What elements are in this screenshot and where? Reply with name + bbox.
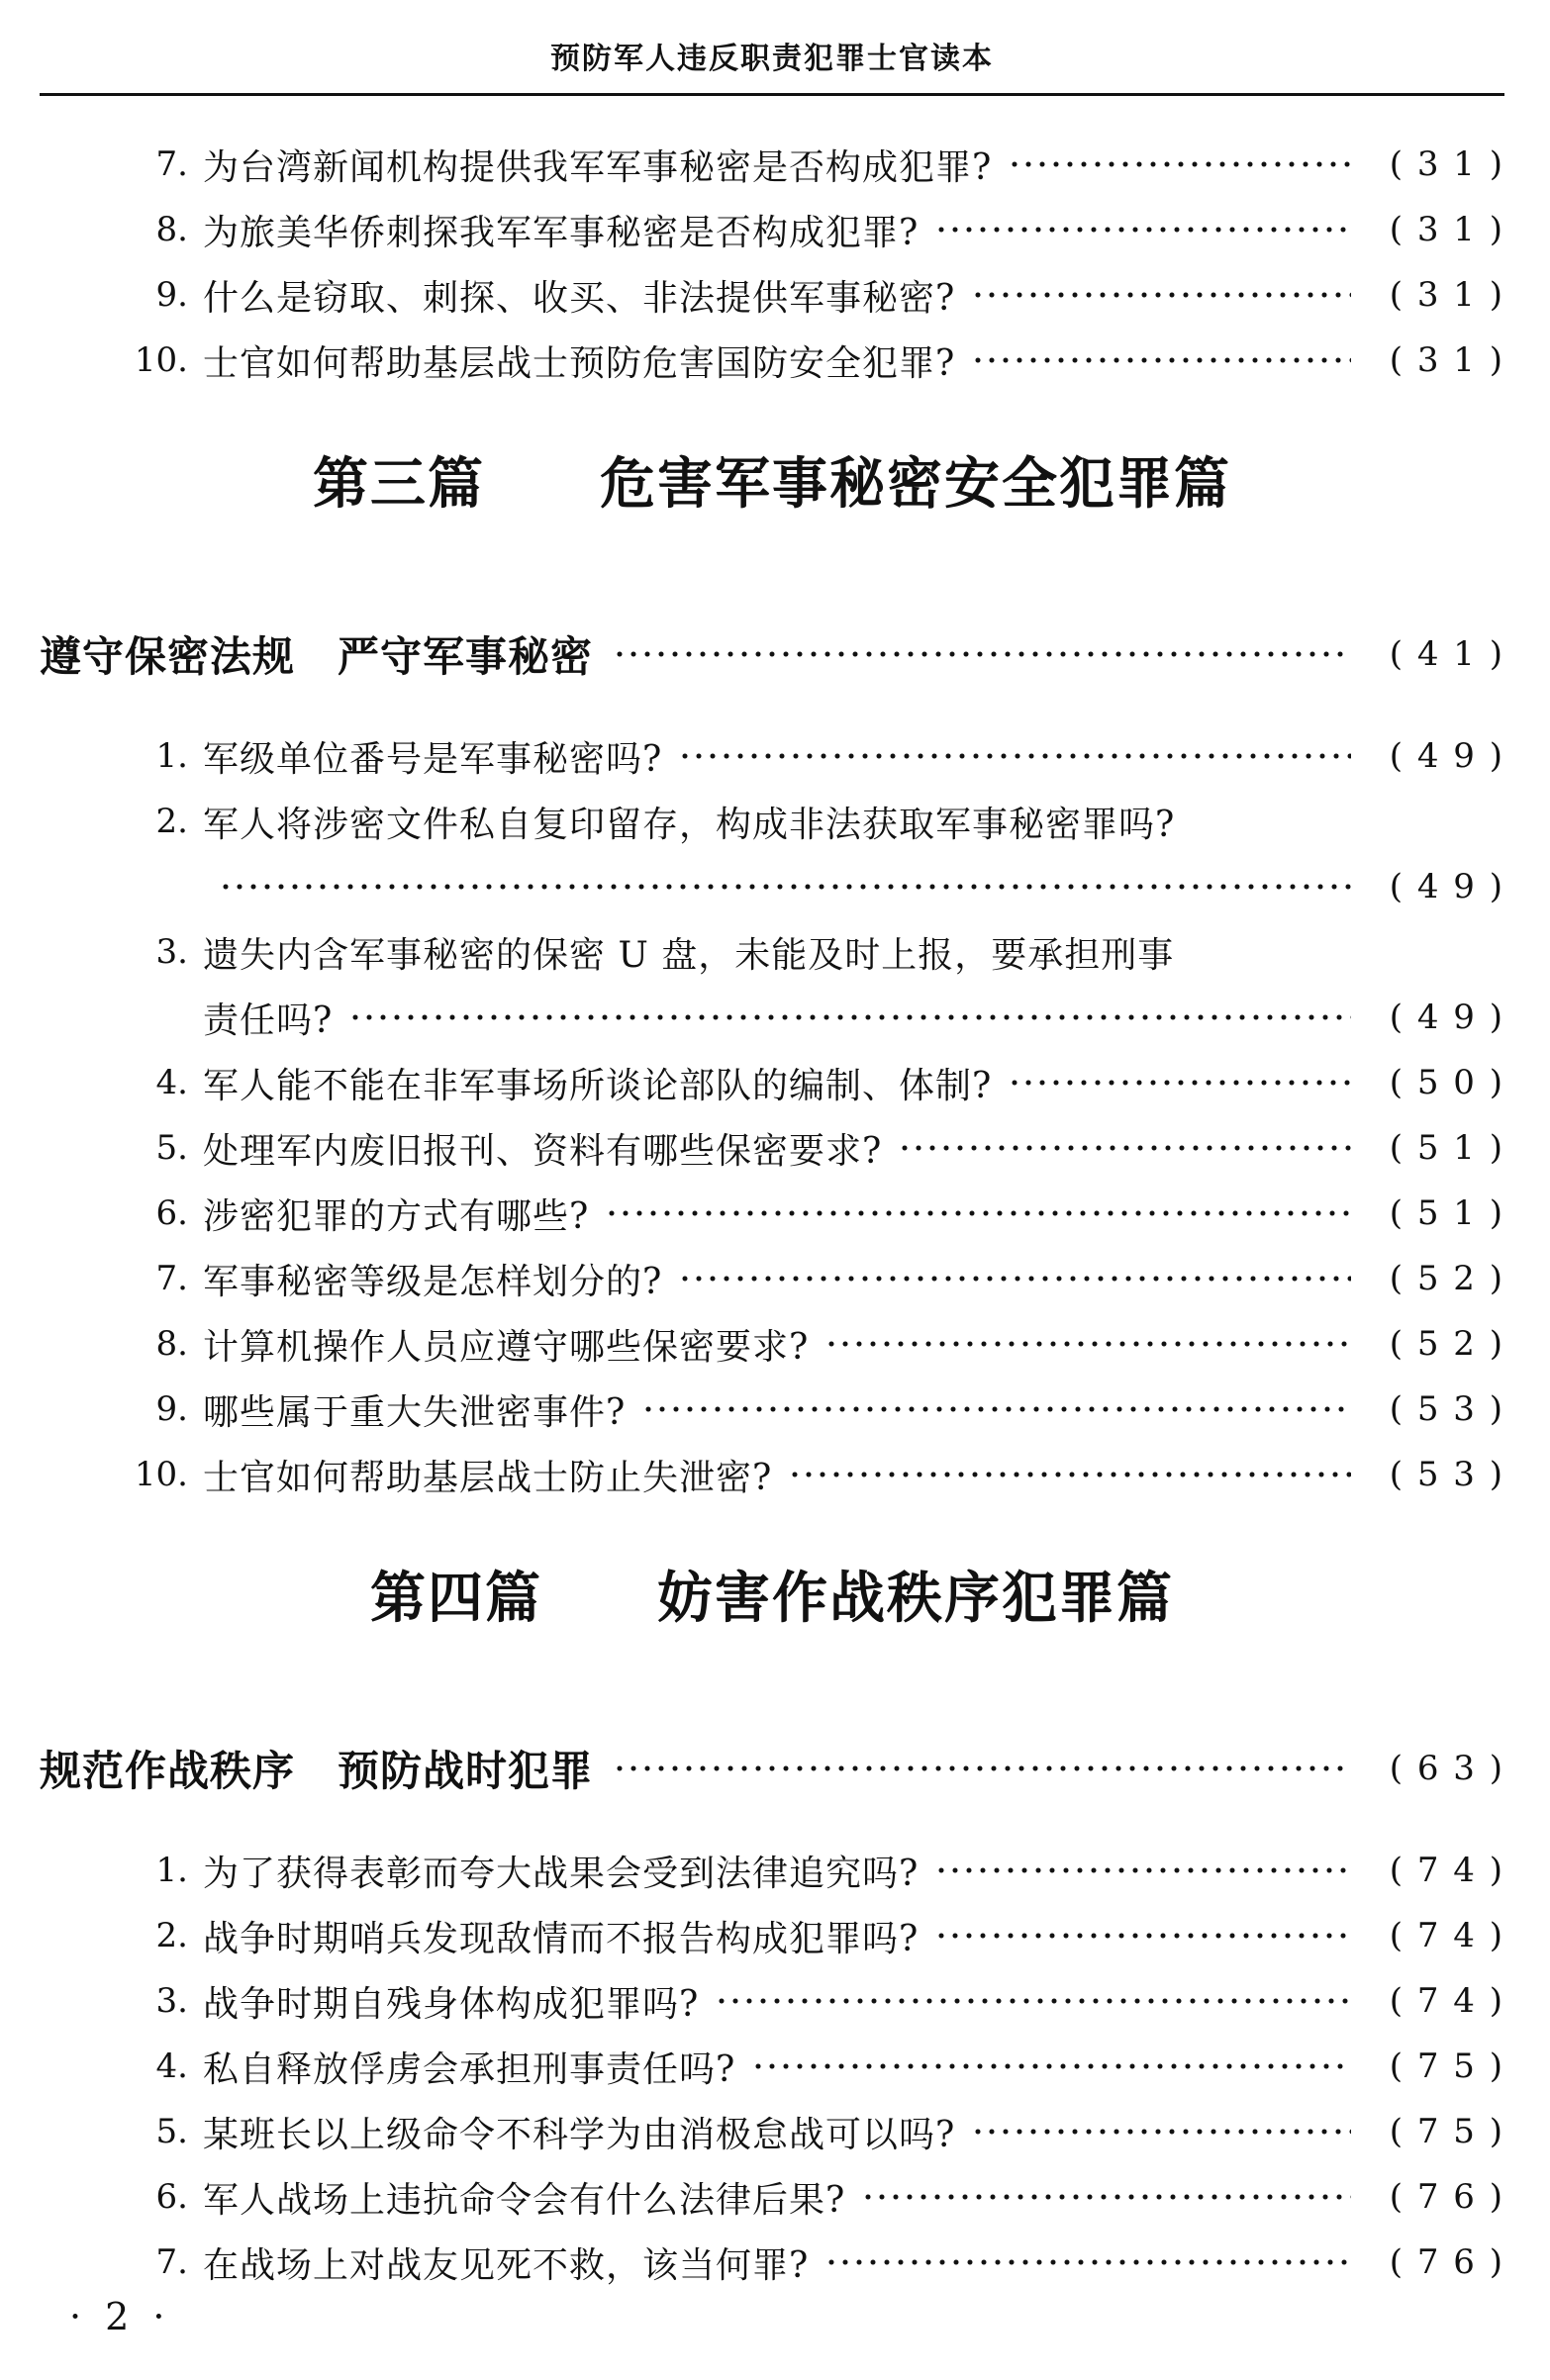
dot-leader — [678, 739, 1351, 773]
toc-entry-text: 为旅美华侨刺探我军军事秘密是否构成犯罪? — [203, 212, 920, 253]
toc-part-entries — [40, 723, 1504, 1507]
toc-entry-line — [114, 1903, 1504, 1968]
toc-entry-page: ( 5 3 ) — [1389, 1389, 1504, 1429]
toc-entry-text: 私自释放俘虏会承担刑事责任吗? — [203, 2048, 736, 2090]
toc-entry-number: 4. — [155, 2047, 188, 2086]
toc-entry-line — [114, 2034, 1504, 2099]
toc-entry-number: 10. — [134, 340, 188, 380]
toc-entry-number: 6. — [155, 1193, 188, 1233]
section-heading-text: 遵守保密法规 严守军事秘密 — [40, 632, 594, 681]
header-rule — [40, 93, 1504, 96]
section-heading-line — [40, 1739, 1504, 1798]
toc-entry-number: 7. — [155, 144, 188, 184]
toc-entry-line — [114, 1181, 1504, 1246]
toc-entry-text: 计算机操作人员应遵守哪些保密要求? — [203, 1326, 810, 1368]
toc-entry-page: ( 4 9 ) — [1389, 867, 1504, 906]
dot-leader — [348, 1000, 1351, 1034]
toc-entry-line — [114, 919, 1504, 985]
toc-entry-page: ( 5 3 ) — [1389, 1455, 1504, 1494]
toc-entry-line — [114, 1311, 1504, 1377]
toc-entry-page: ( 7 6 ) — [1389, 2242, 1504, 2282]
dot-leader — [613, 1752, 1351, 1785]
toc-entry-text: 为台湾新闻机构提供我军军事秘密是否构成犯罪? — [203, 146, 993, 188]
toc-entry-page: ( 7 5 ) — [1389, 2047, 1504, 2086]
toc-entry-number: 5. — [155, 1128, 188, 1168]
toc-entry-page: ( 5 2 ) — [1389, 1259, 1504, 1298]
toc-entry-number: 5. — [155, 2112, 188, 2151]
toc-entry-number: 3. — [155, 932, 188, 972]
toc-entry-page: ( 3 1 ) — [1389, 210, 1504, 249]
toc-entry-text: 战争时期哨兵发现敌情而不报告构成犯罪吗? — [203, 1918, 920, 1959]
toc-entry-text: 某班长以上级命令不科学为由消极怠战可以吗? — [203, 2114, 956, 2155]
toc-entry-line — [114, 723, 1504, 789]
toc-entry-number: 6. — [155, 2177, 188, 2217]
toc-entry-line — [114, 1050, 1504, 1115]
dot-leader — [934, 1919, 1351, 1952]
toc-entry-text: 士官如何帮助基层战士防止失泄密? — [203, 1457, 773, 1498]
toc-entry-line — [114, 2099, 1504, 2164]
toc-entry-line — [114, 789, 1504, 854]
toc-entry-line — [114, 1442, 1504, 1507]
toc-entry-number: 10. — [134, 1455, 188, 1494]
section-heading-page: ( 6 3 ) — [1389, 1749, 1504, 1788]
section-heading-line — [40, 624, 1504, 684]
toc-entry-number: 9. — [155, 1389, 188, 1429]
dot-leader — [971, 278, 1351, 312]
toc-entry-page: ( 7 4 ) — [1389, 1916, 1504, 1955]
dot-leader — [824, 1327, 1351, 1361]
toc-entry-page: ( 7 6 ) — [1389, 2177, 1504, 2217]
toc-entry-text: 遗失内含军事秘密的保密 U 盘，未能及时上报，要承担刑事 — [203, 934, 1175, 976]
toc-entry-line — [114, 1246, 1504, 1311]
dot-leader — [1008, 147, 1351, 181]
toc-entry-line — [114, 985, 1504, 1050]
toc-entry-line — [114, 1838, 1504, 1903]
toc-entry-page: ( 5 1 ) — [1389, 1193, 1504, 1233]
toc-entry-number: 8. — [155, 210, 188, 249]
toc-entry-text: 为了获得表彰而夸大战果会受到法律追究吗? — [203, 1853, 920, 1894]
toc-entry-number: 1. — [155, 736, 188, 776]
dot-leader — [715, 1984, 1351, 2018]
toc-entry-number: 3. — [155, 1981, 188, 2021]
dot-leader — [898, 1131, 1351, 1165]
toc-entry-text: 军人将涉密文件私自复印留存，构成非法获取军事秘密罪吗? — [203, 804, 1176, 845]
section-heading-page: ( 4 1 ) — [1389, 634, 1504, 674]
dot-leader — [824, 2245, 1351, 2279]
toc-entry-line — [114, 2230, 1504, 2295]
toc-entry-text: 军事秘密等级是怎样划分的? — [203, 1261, 663, 1302]
toc-entry-page: ( 4 9 ) — [1389, 998, 1504, 1037]
toc-entry-line — [114, 132, 1504, 197]
toc-entry-line — [114, 197, 1504, 262]
toc-entry-number: 1. — [155, 1851, 188, 1890]
dot-leader — [613, 637, 1351, 671]
toc-entry-number: 9. — [155, 275, 188, 315]
dot-leader — [1008, 1066, 1351, 1099]
toc-entry-line — [114, 1115, 1504, 1181]
toc-entry-text: 军级单位番号是军事秘密吗? — [203, 738, 663, 780]
dot-leader — [751, 2049, 1351, 2083]
toc-entry-page: ( 7 4 ) — [1389, 1851, 1504, 1890]
toc-entry-page: ( 7 4 ) — [1389, 1981, 1504, 2021]
toc-entry-text: 涉密犯罪的方式有哪些? — [203, 1195, 590, 1237]
running-head-title: 预防军人违反职责犯罪士官读本 — [550, 42, 994, 76]
toc-entry-number: 7. — [155, 1259, 188, 1298]
toc-entry-page: ( 3 1 ) — [1389, 144, 1504, 184]
toc-entry-line — [114, 854, 1504, 919]
toc-entry-text: 处理军内废旧报刊、资料有哪些保密要求? — [203, 1130, 883, 1172]
dot-leader — [971, 343, 1351, 377]
toc-entry-page: ( 7 5 ) — [1389, 2112, 1504, 2151]
section-heading-text: 规范作战秩序 预防战时犯罪 — [40, 1747, 594, 1795]
dot-leader — [934, 1854, 1351, 1887]
toc-entry-number: 8. — [155, 1324, 188, 1364]
toc-leading-entries — [40, 132, 1504, 393]
toc-entry-text: 什么是窃取、刺探、收买、非法提供军事秘密? — [203, 277, 956, 319]
dot-leader — [861, 2180, 1351, 2214]
toc-entry-text: 军人能不能在非军事场所谈论部队的编制、体制? — [203, 1065, 993, 1106]
toc-entry-page: ( 3 1 ) — [1389, 275, 1504, 315]
dot-leader — [678, 1262, 1351, 1295]
dot-leader — [641, 1392, 1351, 1426]
page-number-folio: · 2 · — [69, 2295, 171, 2338]
toc-entry-text: 士官如何帮助基层战士预防危害国防安全犯罪? — [203, 342, 956, 384]
part-title: 第三篇 危害军事秘密安全犯罪篇 — [313, 452, 1231, 517]
toc-entry-page: ( 4 9 ) — [1389, 736, 1504, 776]
dot-leader — [788, 1458, 1351, 1491]
dot-leader — [934, 213, 1351, 246]
dot-leader — [971, 2115, 1351, 2148]
toc-entry-number: 2. — [155, 802, 188, 841]
toc-entry-page: ( 5 1 ) — [1389, 1128, 1504, 1168]
part-title: 第四篇 妨害作战秩序犯罪篇 — [370, 1567, 1174, 1631]
toc-part-entries — [40, 1838, 1504, 2295]
dot-leader — [219, 870, 1351, 904]
toc-entry-number: 2. — [155, 1916, 188, 1955]
dot-leader — [605, 1196, 1351, 1230]
toc-entry-line — [114, 1968, 1504, 2034]
toc-entry-text: 军人战场上违抗命令会有什么法律后果? — [203, 2179, 846, 2221]
toc-entry-page: ( 5 2 ) — [1389, 1324, 1504, 1364]
toc-entry-text: 哪些属于重大失泄密事件? — [203, 1391, 627, 1433]
toc-entry-text: 在战场上对战友见死不救，该当何罪? — [203, 2244, 810, 2286]
toc-entry-page: ( 3 1 ) — [1389, 340, 1504, 380]
toc-entry-line — [114, 1377, 1504, 1442]
toc-parts — [40, 448, 1504, 2295]
toc-entry-text: 责任吗? — [203, 1000, 334, 1041]
toc-entry-page: ( 5 0 ) — [1389, 1063, 1504, 1102]
toc-entry-number: 4. — [155, 1063, 188, 1102]
toc-entry-number: 7. — [155, 2242, 188, 2282]
toc-entry-line — [114, 2164, 1504, 2230]
toc-entry-text: 战争时期自残身体构成犯罪吗? — [203, 1983, 700, 2025]
toc-entry-line — [114, 262, 1504, 328]
toc-entry-line — [114, 328, 1504, 393]
